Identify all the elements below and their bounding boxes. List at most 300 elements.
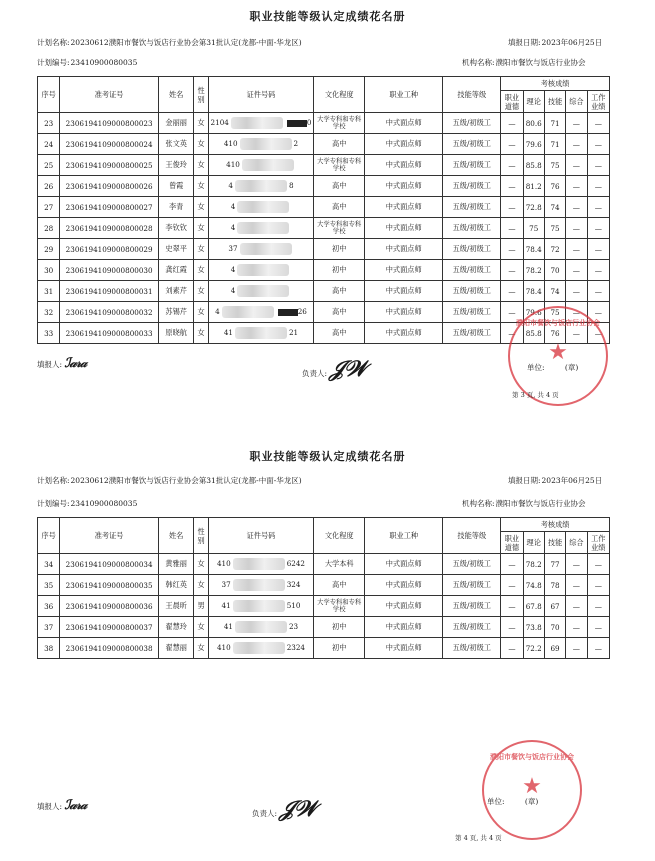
cell-seq: 36 bbox=[38, 596, 60, 617]
cell-id-no bbox=[208, 239, 314, 260]
cell-work: — bbox=[587, 302, 609, 323]
cell-seq: 23 bbox=[38, 113, 60, 134]
id-prefix: 4 bbox=[230, 286, 236, 295]
cell-education: 初中 bbox=[314, 617, 365, 638]
cell-skill: 77 bbox=[544, 554, 565, 575]
cell-level: 五级/初级工 bbox=[443, 197, 501, 218]
cell-exam-no: 2306194109000800026 bbox=[60, 176, 159, 197]
cell-skill: 70 bbox=[544, 260, 565, 281]
header-seq: 序号 bbox=[38, 518, 60, 554]
id-prefix: 41 bbox=[223, 622, 233, 631]
cell-education: 高中 bbox=[314, 281, 365, 302]
cell-work: — bbox=[587, 260, 609, 281]
roster-page-4 bbox=[0, 440, 655, 861]
redaction-blur bbox=[233, 642, 285, 654]
id-prefix: 2104 bbox=[210, 118, 229, 127]
cell-education: 大学本科 bbox=[314, 554, 365, 575]
cell-gender: 女 bbox=[194, 134, 208, 155]
id-prefix: 4 bbox=[215, 307, 220, 316]
cell-ethics: — bbox=[501, 239, 523, 260]
cell-ethics: — bbox=[501, 134, 523, 155]
fill-date bbox=[508, 475, 602, 486]
fill-date-value: 2023年06月25日 bbox=[541, 476, 603, 485]
table-row bbox=[38, 638, 610, 659]
cell-work: — bbox=[587, 134, 609, 155]
cell-overall: — bbox=[566, 197, 587, 218]
cell-seq: 24 bbox=[38, 134, 60, 155]
id-prefix: 41 bbox=[221, 601, 231, 610]
table-row bbox=[38, 134, 610, 155]
cell-skill: 74 bbox=[544, 197, 565, 218]
cell-occupation: 中式面点师 bbox=[365, 596, 443, 617]
cell-theory: 79.6 bbox=[523, 134, 544, 155]
redaction-blur bbox=[233, 579, 285, 591]
cell-occupation: 中式面点师 bbox=[365, 554, 443, 575]
plan-no-label: 计划编号: bbox=[37, 499, 70, 508]
table-row bbox=[38, 155, 610, 176]
cell-seq: 35 bbox=[38, 575, 60, 596]
page-title: 职业技能等级认定成绩花名册 bbox=[249, 10, 406, 23]
cell-skill: 76 bbox=[544, 323, 565, 344]
cell-occupation: 中式面点师 bbox=[365, 218, 443, 239]
cell-education: 大学专科和专科学校 bbox=[314, 596, 365, 617]
filler bbox=[37, 798, 86, 813]
plan-no-value: 23410900080035 bbox=[70, 58, 138, 67]
header-gender: 性别 bbox=[194, 518, 208, 554]
cell-theory: 73.8 bbox=[523, 617, 544, 638]
cell-exam-no: 2306194109000800028 bbox=[60, 218, 159, 239]
cell-ethics: — bbox=[501, 617, 523, 638]
cell-seq: 33 bbox=[38, 323, 60, 344]
header-exam-no: 准考证号 bbox=[60, 518, 159, 554]
cell-education: 初中 bbox=[314, 239, 365, 260]
seal-note: (章) bbox=[524, 797, 539, 806]
cell-overall: — bbox=[566, 596, 587, 617]
id-prefix: 41 bbox=[223, 328, 233, 337]
cell-id-no bbox=[208, 638, 314, 659]
cell-work: — bbox=[587, 176, 609, 197]
header-gender: 性别 bbox=[194, 77, 208, 113]
table-row bbox=[38, 239, 610, 260]
cell-name: 翟慧玲 bbox=[158, 617, 194, 638]
cell-skill: 78 bbox=[544, 575, 565, 596]
cell-ethics: — bbox=[501, 596, 523, 617]
header-occupation: 职业工种 bbox=[365, 518, 443, 554]
cell-id-no bbox=[208, 575, 314, 596]
cell-ethics: — bbox=[501, 260, 523, 281]
redaction-blur bbox=[237, 285, 289, 297]
redaction-blur bbox=[240, 138, 292, 150]
cell-ethics: — bbox=[501, 575, 523, 596]
cell-occupation: 中式面点师 bbox=[365, 323, 443, 344]
plan-no-label: 计划编号: bbox=[37, 58, 70, 67]
header-name: 姓名 bbox=[158, 518, 194, 554]
cell-level: 五级/初级工 bbox=[443, 281, 501, 302]
cell-gender: 女 bbox=[194, 197, 208, 218]
cell-occupation: 中式面点师 bbox=[365, 176, 443, 197]
header-theory: 理论 bbox=[523, 532, 544, 554]
cell-education: 大学专科和专科学校 bbox=[314, 155, 365, 176]
cell-id-no bbox=[208, 134, 314, 155]
id-suffix: 324 bbox=[286, 580, 301, 589]
cell-gender: 女 bbox=[194, 554, 208, 575]
cell-occupation: 中式面点师 bbox=[365, 638, 443, 659]
cell-occupation: 中式面点师 bbox=[365, 260, 443, 281]
redaction-blur bbox=[222, 306, 274, 318]
redaction-blur bbox=[233, 558, 285, 570]
redaction-blur bbox=[237, 222, 289, 234]
cell-theory: 80.6 bbox=[523, 113, 544, 134]
table-row bbox=[38, 176, 610, 197]
table-row bbox=[38, 575, 610, 596]
cell-id-no bbox=[208, 302, 314, 323]
seal-text: 濮阳市餐饮与饭店行业协会 bbox=[516, 318, 600, 327]
cell-ethics: — bbox=[501, 302, 523, 323]
cell-id-no bbox=[208, 323, 314, 344]
cell-level: 五级/初级工 bbox=[443, 218, 501, 239]
cell-exam-no: 2306194109000800030 bbox=[60, 260, 159, 281]
cell-theory: 67.8 bbox=[523, 596, 544, 617]
unit-label: 单位: bbox=[487, 797, 505, 806]
id-prefix: 410 bbox=[223, 139, 238, 148]
cell-exam-no: 2306194109000800031 bbox=[60, 281, 159, 302]
cell-exam-no: 2306194109000800036 bbox=[60, 596, 159, 617]
cell-theory: 72.8 bbox=[523, 197, 544, 218]
cell-theory: 72.2 bbox=[523, 638, 544, 659]
table-row bbox=[38, 218, 610, 239]
cell-id-no bbox=[208, 554, 314, 575]
cell-level: 五级/初级工 bbox=[443, 302, 501, 323]
id-suffix: 23 bbox=[288, 622, 299, 631]
cell-exam-no: 2306194109000800024 bbox=[60, 134, 159, 155]
cell-name: 黄雅丽 bbox=[158, 554, 194, 575]
id-prefix: 410 bbox=[226, 160, 240, 169]
cell-skill: 75 bbox=[544, 218, 565, 239]
cell-overall: — bbox=[566, 176, 587, 197]
page-info: 第 4 页, 共 4 页 bbox=[455, 834, 502, 842]
table-row bbox=[38, 197, 610, 218]
fill-date-label: 填报日期: bbox=[508, 38, 541, 47]
cell-gender: 女 bbox=[194, 638, 208, 659]
cell-occupation: 中式面点师 bbox=[365, 302, 443, 323]
header-skill: 技能 bbox=[544, 91, 565, 113]
cell-education: 高中 bbox=[314, 197, 365, 218]
fill-date-value: 2023年06月25日 bbox=[541, 38, 603, 47]
id-suffix: 6242 bbox=[286, 559, 305, 568]
fill-date bbox=[508, 37, 602, 48]
cell-skill: 72 bbox=[544, 239, 565, 260]
id-prefix: 410 bbox=[216, 559, 231, 568]
cell-name: 翟慧丽 bbox=[158, 638, 194, 659]
cell-work: — bbox=[587, 575, 609, 596]
id-prefix: 4 bbox=[230, 202, 236, 211]
cell-name: 王晨昕 bbox=[158, 596, 194, 617]
header-seq: 序号 bbox=[38, 77, 60, 113]
filler-signature: ℐ𝒶𝓇𝒶 bbox=[64, 356, 87, 371]
cell-gender: 女 bbox=[194, 176, 208, 197]
cell-id-no bbox=[208, 281, 314, 302]
cell-theory: 78.2 bbox=[523, 260, 544, 281]
score-table bbox=[37, 517, 610, 659]
cell-exam-no: 2306194109000800037 bbox=[60, 617, 159, 638]
cell-exam-no: 2306194109000800025 bbox=[60, 155, 159, 176]
cell-education: 大学专科和专科学校 bbox=[314, 113, 365, 134]
cell-exam-no: 2306194109000800038 bbox=[60, 638, 159, 659]
cell-gender: 女 bbox=[194, 239, 208, 260]
header-work: 工作业绩 bbox=[587, 91, 609, 113]
cell-level: 五级/初级工 bbox=[443, 113, 501, 134]
header-id-no: 证件号码 bbox=[208, 518, 314, 554]
cell-gender: 女 bbox=[194, 281, 208, 302]
cell-level: 五级/初级工 bbox=[443, 575, 501, 596]
cell-exam-no: 2306194109000800027 bbox=[60, 197, 159, 218]
cell-name: 张文英 bbox=[158, 134, 194, 155]
table-body bbox=[38, 113, 610, 344]
cell-education: 初中 bbox=[314, 638, 365, 659]
cell-ethics: — bbox=[501, 218, 523, 239]
cell-seq: 25 bbox=[38, 155, 60, 176]
filler-label: 填报人: bbox=[37, 360, 63, 369]
cell-skill: 69 bbox=[544, 638, 565, 659]
plan-no bbox=[37, 57, 137, 68]
plan-no bbox=[37, 498, 137, 509]
cell-skill: 71 bbox=[544, 113, 565, 134]
cell-occupation: 中式面点师 bbox=[365, 197, 443, 218]
redaction-blur bbox=[233, 600, 285, 612]
cell-gender: 女 bbox=[194, 617, 208, 638]
id-suffix: 2 bbox=[293, 139, 299, 148]
cell-overall: — bbox=[566, 218, 587, 239]
cell-gender: 女 bbox=[194, 113, 208, 134]
cell-level: 五级/初级工 bbox=[443, 638, 501, 659]
cell-name: 苏锡芹 bbox=[158, 302, 194, 323]
cell-theory: 78.4 bbox=[523, 281, 544, 302]
redaction-blur bbox=[237, 264, 289, 276]
cell-skill: 67 bbox=[544, 596, 565, 617]
cell-education: 高中 bbox=[314, 176, 365, 197]
table-row bbox=[38, 281, 610, 302]
cell-name: 李钦钦 bbox=[158, 218, 194, 239]
id-suffix: 0 bbox=[306, 118, 312, 127]
cell-seq: 27 bbox=[38, 197, 60, 218]
seal-note: (章) bbox=[564, 363, 579, 372]
cell-work: — bbox=[587, 113, 609, 134]
cell-name: 金丽丽 bbox=[158, 113, 194, 134]
header-work: 工作业绩 bbox=[587, 532, 609, 554]
cell-theory: 85.8 bbox=[523, 155, 544, 176]
org-label: 机构名称: bbox=[462, 58, 495, 67]
cell-overall: — bbox=[566, 260, 587, 281]
plan-name bbox=[37, 37, 302, 48]
id-prefix: 410 bbox=[216, 643, 231, 652]
id-suffix: 2324 bbox=[286, 643, 305, 652]
redaction-blur bbox=[240, 243, 292, 255]
id-prefix: 4 bbox=[230, 223, 236, 232]
cell-id-no bbox=[208, 155, 314, 176]
cell-name: 韩红英 bbox=[158, 575, 194, 596]
cell-name: 刘素芹 bbox=[158, 281, 194, 302]
cell-overall: — bbox=[566, 302, 587, 323]
id-suffix: 510 bbox=[286, 601, 301, 610]
redaction-blur bbox=[231, 117, 283, 129]
cell-occupation: 中式面点师 bbox=[365, 134, 443, 155]
cell-skill: 71 bbox=[544, 134, 565, 155]
cell-level: 五级/初级工 bbox=[443, 155, 501, 176]
header-level: 技能等级 bbox=[443, 518, 501, 554]
cell-gender: 女 bbox=[194, 575, 208, 596]
cell-theory: 74.8 bbox=[523, 575, 544, 596]
table-row bbox=[38, 596, 610, 617]
cell-occupation: 中式面点师 bbox=[365, 575, 443, 596]
org-name bbox=[462, 498, 586, 509]
cell-overall: — bbox=[566, 134, 587, 155]
cell-work: — bbox=[587, 281, 609, 302]
cell-work: — bbox=[587, 197, 609, 218]
header-level: 技能等级 bbox=[443, 77, 501, 113]
cell-exam-no: 2306194109000800029 bbox=[60, 239, 159, 260]
cell-seq: 38 bbox=[38, 638, 60, 659]
header-scores: 考核成绩 bbox=[501, 77, 610, 91]
unit-label: 单位: bbox=[527, 363, 545, 372]
cell-name: 王俊玲 bbox=[158, 155, 194, 176]
cell-education: 初中 bbox=[314, 260, 365, 281]
fill-date-label: 填报日期: bbox=[508, 476, 541, 485]
cell-work: — bbox=[587, 638, 609, 659]
cell-exam-no: 2306194109000800032 bbox=[60, 302, 159, 323]
cell-gender: 女 bbox=[194, 155, 208, 176]
table-body bbox=[38, 554, 610, 659]
cell-work: — bbox=[587, 617, 609, 638]
cell-work: — bbox=[587, 239, 609, 260]
plan-name-value: 20230612濮阳市餐饮与饭店行业协会第31批认定(龙都-中面-华龙区) bbox=[70, 38, 302, 47]
cell-seq: 31 bbox=[38, 281, 60, 302]
cell-overall: — bbox=[566, 155, 587, 176]
header-ethics: 职业道德 bbox=[501, 532, 523, 554]
cell-overall: — bbox=[566, 281, 587, 302]
cell-id-no bbox=[208, 197, 314, 218]
cell-level: 五级/初级工 bbox=[443, 617, 501, 638]
cell-ethics: — bbox=[501, 176, 523, 197]
cell-skill: 75 bbox=[544, 302, 565, 323]
redaction-blur bbox=[237, 201, 289, 213]
id-prefix: 4 bbox=[230, 265, 236, 274]
cell-name: 史翠平 bbox=[158, 239, 194, 260]
cell-seq: 32 bbox=[38, 302, 60, 323]
table-row bbox=[38, 260, 610, 281]
cell-work: — bbox=[587, 323, 609, 344]
cell-seq: 34 bbox=[38, 554, 60, 575]
cell-exam-no: 2306194109000800033 bbox=[60, 323, 159, 344]
header-overall: 综合 bbox=[566, 532, 587, 554]
cell-id-no bbox=[208, 617, 314, 638]
cell-seq: 26 bbox=[38, 176, 60, 197]
cell-work: — bbox=[587, 155, 609, 176]
id-suffix: 8 bbox=[288, 181, 294, 190]
cell-level: 五级/初级工 bbox=[443, 176, 501, 197]
header-education: 文化程度 bbox=[314, 518, 365, 554]
cell-overall: — bbox=[566, 239, 587, 260]
cell-education: 高中 bbox=[314, 575, 365, 596]
plan-name-value: 20230612濮阳市餐饮与饭店行业协会第31批认定(龙都-中面-华龙区) bbox=[70, 476, 302, 485]
cell-occupation: 中式面点师 bbox=[365, 281, 443, 302]
header-theory: 理论 bbox=[523, 91, 544, 113]
cell-name: 曾霞 bbox=[158, 176, 194, 197]
cell-education: 高中 bbox=[314, 134, 365, 155]
cell-level: 五级/初级工 bbox=[443, 260, 501, 281]
star-icon: ★ bbox=[522, 774, 542, 799]
id-suffix: 21 bbox=[288, 328, 299, 337]
header-education: 文化程度 bbox=[314, 77, 365, 113]
cell-theory: 75 bbox=[523, 218, 544, 239]
redaction-block bbox=[278, 309, 298, 316]
cell-ethics: — bbox=[501, 638, 523, 659]
plan-no-value: 23410900080035 bbox=[70, 499, 138, 508]
cell-id-no bbox=[208, 596, 314, 617]
cell-ethics: — bbox=[501, 323, 523, 344]
cell-education: 高中 bbox=[314, 302, 365, 323]
cell-exam-no: 2306194109000800035 bbox=[60, 575, 159, 596]
cell-theory: 78.4 bbox=[523, 239, 544, 260]
redaction-blur bbox=[235, 621, 287, 633]
cell-name: 李青 bbox=[158, 197, 194, 218]
cell-gender: 女 bbox=[194, 260, 208, 281]
redaction-block bbox=[287, 120, 307, 127]
header-exam-no: 准考证号 bbox=[60, 77, 159, 113]
redaction-blur bbox=[235, 180, 287, 192]
cell-theory: 85.8 bbox=[523, 323, 544, 344]
cell-gender: 男 bbox=[194, 596, 208, 617]
header-scores: 考核成绩 bbox=[501, 518, 610, 532]
responsible-signature: 𝒥𝒲 bbox=[329, 356, 366, 382]
header-name: 姓名 bbox=[158, 77, 194, 113]
cell-level: 五级/初级工 bbox=[443, 134, 501, 155]
plan-name-label: 计划名称: bbox=[37, 476, 70, 485]
header-occupation: 职业工种 bbox=[365, 77, 443, 113]
cell-work: — bbox=[587, 554, 609, 575]
org-value: 濮阳市餐饮与饭店行业协会 bbox=[495, 499, 586, 508]
header-overall: 综合 bbox=[566, 91, 587, 113]
roster-page-3 bbox=[0, 0, 655, 410]
org-value: 濮阳市餐饮与饭店行业协会 bbox=[495, 58, 586, 67]
table-row bbox=[38, 617, 610, 638]
cell-gender: 女 bbox=[194, 323, 208, 344]
redaction-blur bbox=[235, 327, 287, 339]
official-seal bbox=[482, 740, 582, 840]
table-row bbox=[38, 113, 610, 134]
header-ethics: 职业道德 bbox=[501, 91, 523, 113]
cell-occupation: 中式面点师 bbox=[365, 617, 443, 638]
cell-education: 大学专科和专科学校 bbox=[314, 218, 365, 239]
cell-seq: 29 bbox=[38, 239, 60, 260]
cell-overall: — bbox=[566, 113, 587, 134]
responsible-signature: 𝒥𝒲 bbox=[279, 796, 316, 822]
page-title: 职业技能等级认定成绩花名册 bbox=[249, 450, 406, 463]
responsible bbox=[252, 796, 316, 822]
page-info: 第 3 页, 共 4 页 bbox=[512, 391, 559, 399]
cell-gender: 女 bbox=[194, 218, 208, 239]
filler bbox=[37, 356, 86, 371]
responsible bbox=[302, 356, 366, 382]
cell-overall: — bbox=[566, 554, 587, 575]
filler-signature: ℐ𝒶𝓇𝒶 bbox=[64, 798, 87, 813]
cell-occupation: 中式面点师 bbox=[365, 239, 443, 260]
cell-skill: 76 bbox=[544, 176, 565, 197]
seal-text: 濮阳市餐饮与饭店行业协会 bbox=[490, 752, 574, 761]
cell-overall: — bbox=[566, 323, 587, 344]
cell-overall: — bbox=[566, 617, 587, 638]
cell-name: 龚红霞 bbox=[158, 260, 194, 281]
cell-occupation: 中式面点师 bbox=[365, 113, 443, 134]
